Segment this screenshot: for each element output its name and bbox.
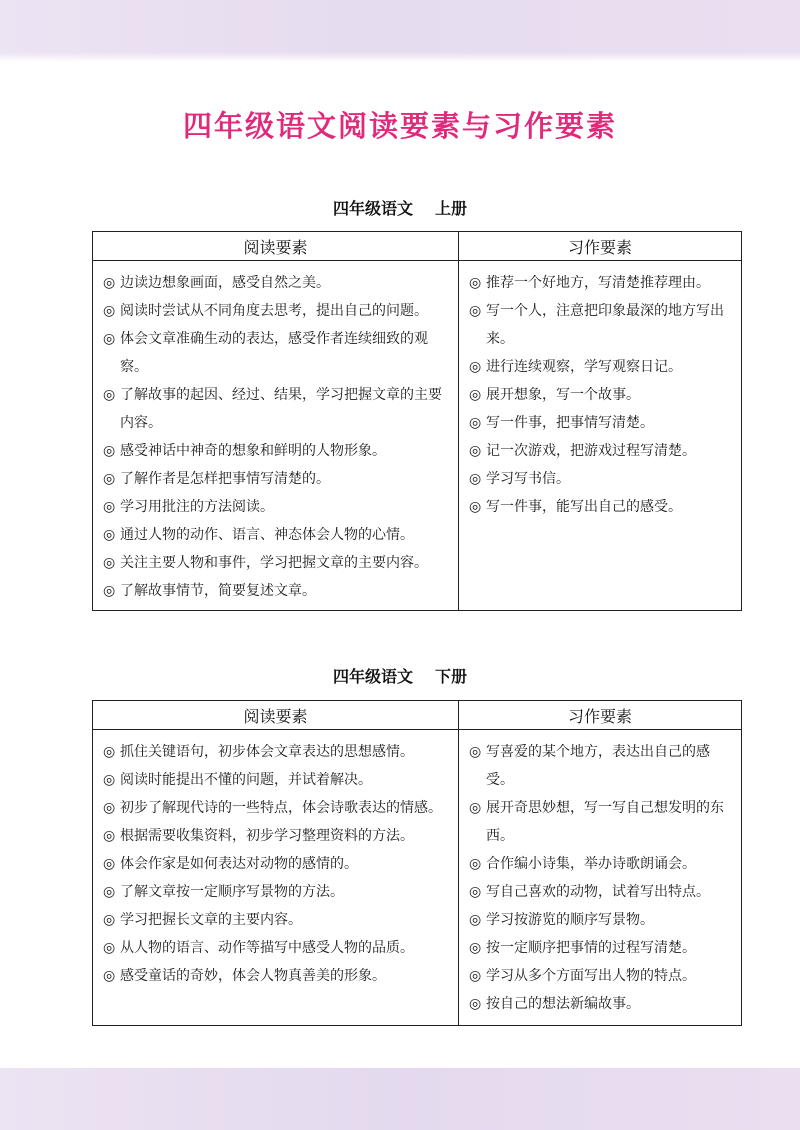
list-item-text: 体会作家是如何表达对动物的感情的。	[120, 856, 358, 872]
list-item	[103, 549, 452, 577]
list-item	[103, 794, 452, 822]
bullet-mark: ◎	[103, 303, 116, 319]
list-item	[469, 493, 735, 521]
bullet-mark: ◎	[103, 744, 116, 760]
list-item	[103, 822, 452, 850]
list-item-text: 抓住关键语句，初步体会文章表达的思想感情。	[120, 744, 414, 760]
list-item	[469, 990, 735, 1018]
page-title: 四年级语文阅读要素与习作要素	[182, 109, 617, 143]
list-item	[103, 766, 452, 794]
reading-list	[103, 738, 452, 990]
list-item	[469, 962, 735, 990]
section-title-lower-grade: 四年级语文	[332, 667, 413, 686]
list-item	[469, 297, 735, 353]
bullet-mark: ◎	[103, 884, 116, 900]
header-reading: 阅读要素	[93, 701, 459, 729]
list-item-text: 写一件事，把事情写清楚。	[486, 415, 654, 431]
list-item-text: 根据需要收集资料，初步学习整理资料的方法。	[120, 828, 414, 844]
header-writing: 习作要素	[567, 237, 632, 257]
top-decor-band	[0, 0, 800, 62]
bullet-mark: ◎	[469, 912, 482, 928]
header-reading: 阅读要素	[93, 232, 459, 260]
list-item-text: 合作编小诗集，举办诗歌朗诵会。	[486, 856, 696, 872]
bullet-mark: ◎	[469, 275, 482, 291]
bullet-mark: ◎	[103, 275, 116, 291]
list-item	[469, 465, 735, 493]
list-item-text: 阅读时能提出不懂的问题，并试着解决。	[120, 772, 372, 788]
list-item-text: 边读边想象画面，感受自然之美。	[120, 275, 330, 291]
writing-column	[459, 261, 741, 611]
list-item-text: 写自己喜欢的动物，试着写出特点。	[486, 884, 710, 900]
bullet-mark: ◎	[103, 800, 116, 816]
table-upper-body	[93, 261, 741, 611]
list-item	[469, 409, 735, 437]
bullet-mark: ◎	[103, 940, 116, 956]
writing-list	[469, 738, 735, 1018]
section-title-lower	[0, 664, 800, 687]
list-item-text: 进行连续观察，学写观察日记。	[486, 359, 682, 375]
list-item-text: 阅读时尝试从不同角度去思考，提出自己的问题。	[120, 303, 428, 319]
list-item	[103, 962, 452, 990]
list-item	[103, 521, 452, 549]
bullet-mark: ◎	[103, 968, 116, 984]
bullet-mark: ◎	[103, 443, 116, 459]
list-item-text: 记一次游戏，把游戏过程写清楚。	[486, 443, 696, 459]
list-item-text: 学习把握长文章的主要内容。	[120, 912, 302, 928]
bottom-decor-band	[0, 1068, 800, 1130]
bullet-mark: ◎	[469, 968, 482, 984]
list-item	[469, 934, 735, 962]
bullet-mark: ◎	[469, 415, 482, 431]
list-item	[103, 297, 452, 325]
bullet-mark: ◎	[103, 772, 116, 788]
list-item	[103, 381, 452, 437]
header-writing: 习作要素	[567, 706, 632, 726]
bullet-mark: ◎	[469, 940, 482, 956]
bullet-mark: ◎	[469, 744, 482, 760]
list-item	[103, 738, 452, 766]
bullet-mark: ◎	[469, 996, 482, 1012]
table-lower-header	[93, 701, 741, 730]
list-item	[469, 738, 735, 794]
list-item	[103, 577, 452, 605]
bullet-mark: ◎	[469, 856, 482, 872]
table-lower-body	[93, 730, 741, 1026]
table-lower	[92, 700, 742, 1026]
list-item	[469, 353, 735, 381]
list-item	[469, 437, 735, 465]
list-item-text: 展开奇思妙想，写一写自己想发明的东西。	[486, 800, 724, 844]
writing-list	[469, 269, 735, 521]
bullet-mark: ◎	[103, 912, 116, 928]
list-item-text: 按一定顺序把事情的过程写清楚。	[486, 940, 696, 956]
list-item	[103, 493, 452, 521]
list-item-text: 学习按游览的顺序写景物。	[486, 912, 654, 928]
bullet-mark: ◎	[103, 828, 116, 844]
list-item-text: 学习写书信。	[486, 471, 570, 487]
list-item-text: 推荐一个好地方，写清楚推荐理由。	[486, 275, 710, 291]
bullet-mark: ◎	[103, 331, 116, 347]
bullet-mark: ◎	[469, 884, 482, 900]
list-item	[469, 269, 735, 297]
list-item-text: 感受童话的奇妙，体会人物真善美的形象。	[120, 968, 386, 984]
list-item	[469, 381, 735, 409]
list-item-text: 体会文章准确生动的表达，感受作者连续细致的观察。	[120, 331, 428, 375]
bullet-mark: ◎	[469, 800, 482, 816]
list-item-text: 初步了解现代诗的一些特点，体会诗歌表达的情感。	[120, 800, 442, 816]
list-item	[103, 878, 452, 906]
list-item-text: 按自己的想法新编故事。	[486, 996, 640, 1012]
bullet-mark: ◎	[103, 555, 116, 571]
bullet-mark: ◎	[103, 527, 116, 543]
bullet-mark: ◎	[103, 499, 116, 515]
writing-column	[459, 730, 741, 1026]
list-item-text: 写一件事，能写出自己的感受。	[486, 499, 682, 515]
list-item-text: 了解作者是怎样把事情写清楚的。	[120, 471, 330, 487]
list-item	[103, 437, 452, 465]
list-item-text: 感受神话中神奇的想象和鲜明的人物形象。	[120, 443, 386, 459]
list-item	[103, 325, 452, 381]
bullet-mark: ◎	[469, 387, 482, 403]
section-title-upper-grade: 四年级语文	[332, 199, 413, 218]
list-item-text: 了解故事情节，简要复述文章。	[120, 583, 316, 599]
list-item	[103, 269, 452, 297]
list-item	[469, 850, 735, 878]
list-item	[469, 878, 735, 906]
list-item	[103, 906, 452, 934]
list-item-text: 学习用批注的方法阅读。	[120, 499, 274, 515]
section-title-upper-volume: 上册	[435, 199, 468, 218]
table-upper	[92, 231, 742, 611]
bullet-mark: ◎	[103, 471, 116, 487]
bullet-mark: ◎	[469, 471, 482, 487]
list-item-text: 了解故事的起因、经过、结果，学习把握文章的主要内容。	[120, 387, 442, 431]
list-item-text: 写一个人，注意把印象最深的地方写出来。	[486, 303, 724, 347]
section-title-upper	[0, 196, 800, 219]
table-upper-header	[93, 232, 741, 261]
list-item	[103, 934, 452, 962]
list-item	[103, 850, 452, 878]
bullet-mark: ◎	[469, 499, 482, 515]
list-item	[103, 465, 452, 493]
list-item-text: 通过人物的动作、语言、神态体会人物的心情。	[120, 527, 414, 543]
bullet-mark: ◎	[103, 856, 116, 872]
reading-column	[93, 261, 459, 611]
bullet-mark: ◎	[469, 443, 482, 459]
section-title-lower-volume: 下册	[435, 667, 468, 686]
bullet-mark: ◎	[469, 359, 482, 375]
list-item-text: 关注主要人物和事件，学习把握文章的主要内容。	[120, 555, 428, 571]
bullet-mark: ◎	[103, 583, 116, 599]
list-item-text: 了解文章按一定顺序写景物的方法。	[120, 884, 344, 900]
reading-list	[103, 269, 452, 605]
list-item-text: 展开想象，写一个故事。	[486, 387, 640, 403]
list-item	[469, 794, 735, 850]
list-item-text: 从人物的语言、动作等描写中感受人物的品质。	[120, 940, 414, 956]
list-item	[469, 906, 735, 934]
bullet-mark: ◎	[103, 387, 116, 403]
list-item-text: 写喜爱的某个地方，表达出自己的感受。	[486, 744, 710, 788]
reading-column	[93, 730, 459, 1026]
bullet-mark: ◎	[469, 303, 482, 319]
list-item-text: 学习从多个方面写出人物的特点。	[486, 968, 696, 984]
